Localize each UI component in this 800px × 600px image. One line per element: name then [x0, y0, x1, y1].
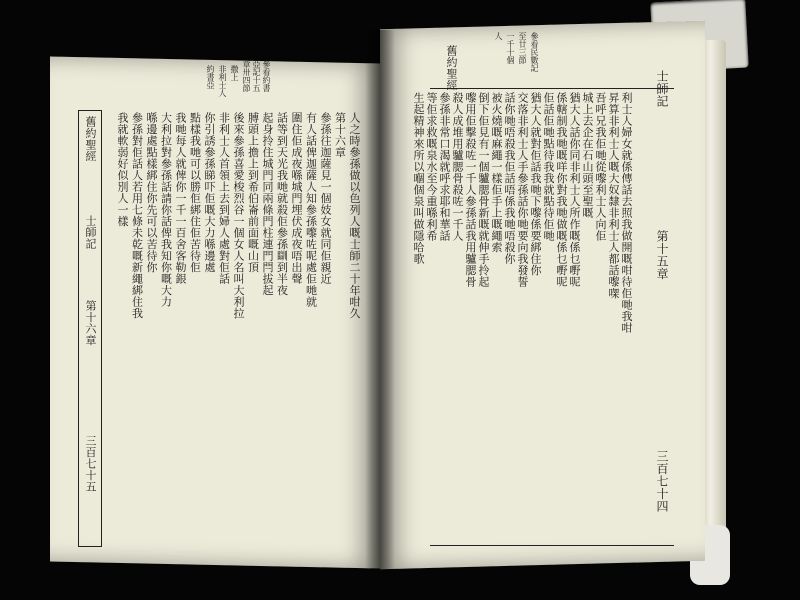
right-page-top-rule: [430, 88, 674, 89]
left-page-text-column: 你引誘參孫睇吓佢嘅大力喺邊處: [203, 112, 216, 273]
left-page-book-title: 士師記: [84, 215, 97, 250]
right-page-text-column: 吾呼兄我佢哋從嚟利士人向佢: [594, 92, 607, 242]
right-page-text-column: 交落非利士人手參孫話你哋要向我發誓: [516, 92, 529, 288]
right-page-text-column: 等佢求救嘅泉水至今重喺利希: [425, 92, 438, 242]
right-margin-note-4: 人: [494, 32, 503, 40]
left-margin-note-1: 參看約書: [262, 60, 271, 92]
left-margin-note-5: 非利士人: [218, 65, 227, 97]
left-page-header-bar: [78, 110, 102, 547]
book-gutter: [365, 30, 395, 570]
left-page-text-column: 話等到天光我哋就殺佢參孫瞓到半夜: [275, 112, 289, 296]
right-page-chapter: 第十五章: [655, 230, 669, 280]
left-page-text-column: 有人話俾迦薩人知參孫嚟咗呢處佢哋就: [304, 112, 318, 308]
left-margin-note-2: 亞記十五: [252, 60, 261, 92]
left-page-text-column: 起身拎住城門同兩條門柱連門閂拔起: [261, 112, 274, 296]
left-page-text-column: 非利士人首領上去到婦人處對佢話: [217, 112, 231, 285]
left-margin-note-4: 撒上: [230, 65, 239, 81]
left-page-text-column: 參孫對佢話人若用七條未乾嘅新繩綁住我: [130, 112, 144, 319]
right-page-text-column: 佢話佢哋點待我我就點待佢哋: [542, 92, 555, 242]
right-page-text-column: 城上去企在石山頭至聖嘅: [581, 92, 594, 219]
left-page-chapter: 第十六章: [84, 300, 97, 346]
right-page-book-title: 士師記: [655, 70, 669, 108]
right-margin-note-2: 至廿三節: [518, 32, 527, 64]
right-margin-note-1: 參看民數記: [530, 32, 539, 72]
right-margin-note-3: 一千十個: [506, 32, 515, 64]
right-page-number: 三百七十四: [655, 450, 669, 513]
right-page-running-title: 舊約聖經: [445, 45, 458, 91]
right-page-text-column: 猶大人就對佢話我哋下嚟係要綁住你: [529, 92, 542, 276]
left-page-text-column: 人之時參孫做以色列人嘅士師二十年咁久: [348, 112, 361, 319]
left-page-text-column: 後來參孫喜愛梭烈谷一個女人名叫大利拉: [232, 112, 245, 319]
left-page-text-column: 我就軟弱好似別人一樣: [116, 112, 129, 227]
left-page-text-column: 參孫往迦薩見一個妓女就同佢親近: [319, 112, 332, 285]
left-margin-note-6: 約書亞: [206, 65, 215, 89]
right-page-text-column: 嚟用佢擊殺咗一千人參孫話我用驢腮骨: [464, 92, 477, 288]
right-page-text-column: 利士人婦女就係傳話去照我做開嘅咁待佢哋我咁: [620, 92, 633, 334]
left-page-text-column: 第十六章: [333, 112, 347, 158]
left-page-text-column: 點樣我哋可以勝佢綁住佢苦待佢: [188, 112, 202, 273]
right-page-text-column: 倒下佢見有一個驢腮骨新嘅就伸手拎起: [477, 92, 490, 288]
right-page-text-column: 猶大人話你同非利士人所作嘅係乜嘢呢: [568, 92, 581, 288]
right-page-text-column: 生起精神來所以嗰個泉叫做隱哈歌: [412, 92, 425, 265]
left-page-text-column: 喺邊處點樣綁住你先可以苦待你: [145, 112, 158, 273]
left-page-running-title: 舊約聖經: [84, 116, 97, 162]
right-page-text-column: 昇算非利士人嘅大奴隸非利士人都話嚟㗎: [607, 92, 620, 299]
right-page-text-column: 話你哋唔殺我佢話唔係我哋唔殺你: [503, 92, 516, 265]
right-page-bottom-rule: [430, 545, 674, 546]
left-page-text-column: 大利拉對參孫話請你話俾我知你嘅大力: [159, 112, 173, 308]
right-page-text-column: 係轄制我哋嘅咩你對我哋做嘅係乜嘢呢: [555, 92, 568, 288]
left-page-number: 三百七十五: [84, 435, 97, 493]
right-page-text-column: 參孫非常口渴就呼求耶和華話: [438, 92, 451, 242]
right-page-text-column: 被火燒嘅麻繩一樣佢手上嘅繩索: [490, 92, 503, 253]
left-page-text-column: 膊頭上擔上到希伯崙前面嘅山頂: [246, 112, 260, 273]
left-page-text-column: 圍住佢成夜喺城門埋伏成夜唔出聲: [290, 112, 303, 285]
right-page-text-column: 殺人成堆用驢腮骨殺咗一千人: [451, 92, 464, 242]
left-margin-note-3: 章卅四節: [242, 60, 251, 92]
left-page-text-column: 我哋每人就俾你一千一百舍客勒銀: [174, 112, 187, 285]
